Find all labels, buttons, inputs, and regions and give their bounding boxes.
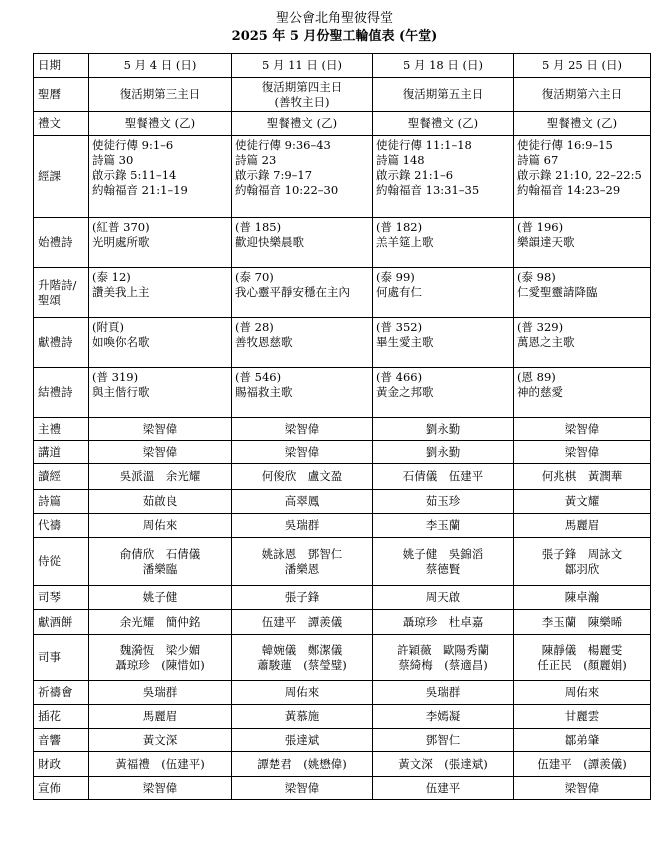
cell-text: 任正民 (顏麗娟) bbox=[537, 657, 627, 672]
roster-cell bbox=[514, 418, 651, 441]
cell-text: 與主偕行歌 bbox=[92, 385, 150, 399]
roster-cell bbox=[514, 441, 651, 464]
cell-text: 善牧恩慈歌 bbox=[235, 335, 293, 349]
cell-text: 歡迎快樂晨歌 bbox=[235, 235, 304, 249]
cell-text: (泰 99) bbox=[376, 270, 415, 284]
row-label: 獻酒餅 bbox=[34, 610, 89, 635]
row-label-part: 聖頌 bbox=[38, 292, 61, 307]
cell-text: 甘麗雲 bbox=[564, 709, 600, 723]
roster-row bbox=[34, 464, 651, 490]
roster-cell bbox=[232, 490, 373, 514]
roster-row bbox=[34, 729, 651, 752]
row-label: 宣佈 bbox=[34, 777, 89, 800]
cell-text: 許穎薇 歐陽秀蘭 bbox=[397, 642, 489, 657]
cell-text: 李嫣凝 bbox=[425, 709, 461, 723]
roster-cell bbox=[514, 218, 651, 268]
cell-text: (善牧主日) bbox=[274, 94, 330, 109]
cell-text: 茹啟良 bbox=[142, 494, 178, 508]
cell-text: 啟示錄 5:11–14 bbox=[92, 168, 177, 182]
cell-text: 約翰福音 10:22–30 bbox=[235, 183, 339, 197]
roster-cell bbox=[89, 441, 232, 464]
cell-text: (泰 70) bbox=[235, 270, 274, 284]
cell-text: 馬麗眉 bbox=[142, 709, 178, 723]
cell-text: 鄒羽欣 bbox=[564, 561, 600, 576]
roster-cell bbox=[232, 218, 373, 268]
roster-cell bbox=[514, 538, 651, 586]
cell-text: 何兆棋 黃潤華 bbox=[541, 469, 623, 483]
roster-cell bbox=[373, 441, 514, 464]
row-label: 詩篇 bbox=[34, 490, 89, 514]
roster-cell bbox=[373, 136, 514, 218]
roster-cell bbox=[373, 752, 514, 777]
cell-text: 我心靈平靜安穩在主內 bbox=[235, 285, 350, 299]
cell-text: 黃慕施 bbox=[284, 709, 320, 723]
roster-cell bbox=[514, 368, 651, 418]
cell-text: 使徒行傳 9:1–6 bbox=[92, 138, 174, 152]
row-label: 司事 bbox=[34, 635, 89, 681]
cell-text: (紅普 370) bbox=[92, 220, 150, 234]
cell-text: (普 352) bbox=[376, 320, 423, 334]
cell-text: 姚子健 吳錦滔 bbox=[402, 546, 484, 561]
roster-cell bbox=[89, 681, 232, 705]
cell-text: 伍建平 譚羨儀 bbox=[261, 614, 343, 629]
cell-text: 使徒行傳 16:9–15 bbox=[517, 138, 613, 152]
row-label: 代禱 bbox=[34, 514, 89, 538]
roster-cell bbox=[373, 78, 514, 112]
roster-cell bbox=[373, 368, 514, 418]
row-label: 講道 bbox=[34, 441, 89, 464]
roster-cell bbox=[89, 136, 232, 218]
row-label: 侍從 bbox=[34, 538, 89, 586]
cell-text: 伍建平 bbox=[425, 780, 461, 795]
cell-text: 約翰福音 13:31–35 bbox=[376, 183, 480, 197]
cell-text: 梁智偉 bbox=[564, 780, 600, 795]
cell-text: 萬恩之主歌 bbox=[517, 335, 575, 349]
cell-text: (普 329) bbox=[517, 320, 564, 334]
roster-row bbox=[34, 318, 651, 368]
cell-text: 蕭駿蓮 (蔡瑩璧) bbox=[257, 657, 347, 672]
cell-text: 詩篇 30 bbox=[92, 153, 134, 167]
roster-cell bbox=[232, 268, 373, 318]
roster-cell bbox=[232, 368, 373, 418]
cell-text: 聖餐禮文 (乙) bbox=[124, 116, 196, 130]
roster-title: 2025 年 5 月份聖工輪值表 (午堂) bbox=[231, 29, 438, 44]
roster-cell bbox=[232, 464, 373, 490]
cell-text: 使徒行傳 11:1–18 bbox=[376, 138, 472, 152]
cell-text: 啟示錄 21:10, 22–22:5 bbox=[517, 168, 642, 182]
cell-text: 鄧智仁 bbox=[425, 732, 461, 747]
roster-row bbox=[34, 681, 651, 705]
cell-text: 高翠鳳 bbox=[284, 494, 320, 508]
roster-cell bbox=[514, 136, 651, 218]
cell-text: 劉永勤 bbox=[425, 421, 461, 436]
roster-row bbox=[34, 368, 651, 418]
roster-cell bbox=[373, 777, 514, 800]
cell-text: 周佑來 bbox=[284, 685, 320, 699]
roster-cell bbox=[373, 586, 514, 610]
cell-text: 茹玉珍 bbox=[425, 494, 461, 508]
roster-row bbox=[34, 218, 651, 268]
cell-text: 周佑來 bbox=[142, 518, 178, 532]
cell-text: (普 182) bbox=[376, 220, 423, 234]
duty-roster-table bbox=[33, 53, 651, 800]
cell-text: 樂韻達天歌 bbox=[517, 235, 575, 249]
roster-cell bbox=[232, 112, 373, 136]
roster-cell bbox=[232, 752, 373, 777]
cell-text: 蔡德賢 bbox=[425, 561, 461, 576]
cell-text: 啟示錄 21:1–6 bbox=[376, 168, 454, 182]
cell-text: 周天啟 bbox=[425, 590, 461, 604]
roster-row bbox=[34, 112, 651, 136]
cell-text: 約翰福音 14:23–29 bbox=[517, 183, 621, 197]
header-row bbox=[34, 54, 651, 78]
roster-row bbox=[34, 538, 651, 586]
roster-cell bbox=[373, 112, 514, 136]
roster-cell bbox=[514, 586, 651, 610]
roster-cell bbox=[232, 681, 373, 705]
cell-text: 梁智偉 bbox=[284, 444, 320, 459]
cell-text: 韓婉儀 鄭潔儀 bbox=[261, 642, 343, 657]
cell-text: (恩 89) bbox=[517, 370, 556, 384]
cell-text: 光明處所歌 bbox=[92, 235, 150, 249]
roster-cell bbox=[89, 705, 232, 729]
cell-text: 鄒弟肇 bbox=[564, 732, 600, 747]
cell-text: 詩篇 23 bbox=[235, 153, 277, 167]
cell-text: 魏漪恆 梁少媚 bbox=[119, 642, 201, 657]
roster-row bbox=[34, 514, 651, 538]
roster-cell bbox=[89, 78, 232, 112]
row-label bbox=[34, 268, 89, 318]
roster-row bbox=[34, 78, 651, 112]
cell-text: 聶琼珍 (陳惜如) bbox=[115, 657, 205, 672]
roster-row bbox=[34, 441, 651, 464]
cell-text: 張子鋒 周詠文 bbox=[541, 546, 623, 561]
cell-text: 梁智偉 bbox=[142, 780, 178, 795]
roster-cell bbox=[89, 218, 232, 268]
date-header: 5 月 4 日 (日) bbox=[89, 54, 232, 78]
cell-text: 梁智偉 bbox=[142, 444, 178, 459]
cell-text: 復活期第五主日 bbox=[402, 87, 484, 101]
cell-text: 復活期第四主日 bbox=[261, 79, 343, 94]
cell-text: 何處有仁 bbox=[376, 285, 422, 299]
roster-cell bbox=[373, 464, 514, 490]
cell-text: 吳瑞群 bbox=[284, 518, 320, 532]
cell-text: 畢生愛主歌 bbox=[376, 335, 434, 349]
cell-text: 黃文深 (張達斌) bbox=[398, 756, 488, 771]
roster-cell bbox=[514, 705, 651, 729]
cell-text: 黃金之邦歌 bbox=[376, 385, 434, 399]
roster-cell bbox=[89, 514, 232, 538]
roster-cell bbox=[232, 318, 373, 368]
cell-text: 李玉蘭 陳樂晞 bbox=[541, 614, 623, 629]
roster-cell bbox=[232, 538, 373, 586]
cell-text: 蔡綺梅 (蔡適昌) bbox=[398, 657, 488, 672]
cell-text: 潘樂恩 bbox=[284, 561, 320, 576]
roster-cell bbox=[89, 418, 232, 441]
cell-text: 吳派溫 余光耀 bbox=[119, 469, 201, 483]
roster-cell bbox=[514, 490, 651, 514]
roster-cell bbox=[232, 729, 373, 752]
cell-text: 周佑來 bbox=[564, 685, 600, 699]
cell-text: 復活期第六主日 bbox=[541, 87, 623, 101]
row-label: 財政 bbox=[34, 752, 89, 777]
date-header: 5 月 18 日 (日) bbox=[373, 54, 514, 78]
cell-text: 羔羊筵上歌 bbox=[376, 235, 434, 249]
roster-row bbox=[34, 490, 651, 514]
roster-cell bbox=[89, 777, 232, 800]
cell-text: (附頁) bbox=[92, 320, 124, 334]
roster-cell bbox=[514, 112, 651, 136]
roster-cell bbox=[373, 418, 514, 441]
row-label: 司琴 bbox=[34, 586, 89, 610]
roster-cell bbox=[514, 268, 651, 318]
cell-text: 姚子健 bbox=[142, 590, 178, 604]
roster-cell bbox=[514, 610, 651, 635]
roster-row bbox=[34, 136, 651, 218]
date-header: 5 月 11 日 (日) bbox=[232, 54, 373, 78]
roster-cell bbox=[89, 490, 232, 514]
roster-cell bbox=[514, 777, 651, 800]
roster-cell bbox=[89, 610, 232, 635]
roster-cell bbox=[373, 681, 514, 705]
roster-cell bbox=[232, 777, 373, 800]
roster-cell bbox=[232, 514, 373, 538]
roster-body bbox=[34, 54, 651, 800]
roster-row bbox=[34, 586, 651, 610]
cell-text: 劉永勤 bbox=[425, 444, 461, 459]
roster-cell bbox=[373, 318, 514, 368]
cell-text: 黃文耀 bbox=[564, 494, 600, 508]
cell-text: 陳卓瀚 bbox=[564, 590, 600, 604]
roster-cell bbox=[373, 490, 514, 514]
roster-cell bbox=[373, 610, 514, 635]
cell-text: (普 546) bbox=[235, 370, 282, 384]
roster-cell bbox=[89, 112, 232, 136]
roster-cell bbox=[373, 538, 514, 586]
cell-text: 梁智偉 bbox=[142, 421, 178, 436]
cell-text: 復活期第三主日 bbox=[119, 87, 201, 101]
cell-text: 吳瑞群 bbox=[425, 685, 461, 699]
roster-cell bbox=[232, 441, 373, 464]
cell-text: (普 28) bbox=[235, 320, 274, 334]
row-label-part: 升階詩/ bbox=[38, 277, 77, 292]
header-label: 日期 bbox=[34, 54, 89, 78]
roster-cell bbox=[89, 464, 232, 490]
cell-text: 約翰福音 21:1–19 bbox=[92, 183, 188, 197]
roster-cell bbox=[232, 635, 373, 681]
cell-text: 潘樂臨 bbox=[142, 561, 178, 576]
roster-cell bbox=[373, 268, 514, 318]
cell-text: 詩篇 148 bbox=[376, 153, 425, 167]
roster-cell bbox=[514, 464, 651, 490]
roster-cell bbox=[373, 635, 514, 681]
cell-text: 神的慈愛 bbox=[517, 385, 563, 399]
cell-text: 黃文深 bbox=[142, 732, 178, 747]
cell-text: 梁智偉 bbox=[284, 421, 320, 436]
roster-cell bbox=[232, 418, 373, 441]
cell-text: 啟示錄 7:9–17 bbox=[235, 168, 313, 182]
cell-text: 梁智偉 bbox=[564, 444, 600, 459]
roster-cell bbox=[89, 368, 232, 418]
roster-cell bbox=[89, 635, 232, 681]
cell-text: 賜福救主歌 bbox=[235, 385, 293, 399]
roster-row bbox=[34, 635, 651, 681]
church-name: 聖公會北角聖彼得堂 bbox=[275, 11, 393, 26]
cell-text: (普 185) bbox=[235, 220, 282, 234]
cell-text: 聶琼珍 杜卓嘉 bbox=[402, 614, 484, 629]
roster-cell bbox=[89, 729, 232, 752]
cell-text: (普 319) bbox=[92, 370, 139, 384]
roster-cell bbox=[514, 78, 651, 112]
cell-text: 梁智偉 bbox=[564, 421, 600, 436]
cell-text: 陳靜儀 楊麗雯 bbox=[541, 642, 623, 657]
cell-text: 姚詠恩 鄧智仁 bbox=[261, 546, 343, 561]
cell-text: 石倩儀 伍建平 bbox=[402, 469, 484, 483]
cell-text: 梁智偉 bbox=[284, 780, 320, 795]
roster-cell bbox=[89, 318, 232, 368]
roster-cell bbox=[514, 514, 651, 538]
cell-text: 馬麗眉 bbox=[564, 518, 600, 532]
cell-text: (普 196) bbox=[517, 220, 564, 234]
cell-text: 使徒行傳 9:36–43 bbox=[235, 138, 331, 152]
cell-text: (泰 12) bbox=[92, 270, 131, 284]
row-label: 讀經 bbox=[34, 464, 89, 490]
roster-row bbox=[34, 752, 651, 777]
roster-cell bbox=[232, 705, 373, 729]
cell-text: 聖餐禮文 (乙) bbox=[407, 116, 479, 130]
cell-text: 譚楚君 (姚懋偉) bbox=[257, 756, 347, 771]
cell-text: 張達斌 bbox=[284, 732, 320, 747]
roster-cell bbox=[514, 635, 651, 681]
cell-text: 詩篇 67 bbox=[517, 153, 559, 167]
roster-cell bbox=[89, 586, 232, 610]
cell-text: (普 466) bbox=[376, 370, 423, 384]
roster-cell bbox=[514, 681, 651, 705]
cell-text: 俞倩欣 石倩儀 bbox=[119, 546, 201, 561]
cell-text: (泰 98) bbox=[517, 270, 556, 284]
roster-cell bbox=[89, 752, 232, 777]
roster-row bbox=[34, 610, 651, 635]
roster-cell bbox=[89, 268, 232, 318]
cell-text: 如喚你名歌 bbox=[92, 335, 150, 349]
row-label: 禮文 bbox=[34, 112, 89, 136]
roster-row bbox=[34, 777, 651, 800]
roster-cell bbox=[373, 514, 514, 538]
cell-text: 吳瑞群 bbox=[142, 685, 178, 699]
cell-text: 何俊欣 盧文盈 bbox=[261, 469, 343, 483]
roster-cell bbox=[89, 538, 232, 586]
row-label: 經課 bbox=[34, 136, 89, 218]
cell-text: 伍建平 (譚羨儀) bbox=[537, 756, 627, 771]
roster-cell bbox=[232, 136, 373, 218]
row-label: 音響 bbox=[34, 729, 89, 752]
row-label: 結禮詩 bbox=[34, 368, 89, 418]
cell-text: 余光耀 簡仲銘 bbox=[119, 614, 201, 629]
roster-cell bbox=[514, 318, 651, 368]
roster-cell bbox=[373, 218, 514, 268]
cell-text: 聖餐禮文 (乙) bbox=[266, 116, 338, 130]
row-label: 始禮詩 bbox=[34, 218, 89, 268]
roster-row bbox=[34, 418, 651, 441]
date-header: 5 月 25 日 (日) bbox=[514, 54, 651, 78]
roster-row bbox=[34, 268, 651, 318]
cell-text: 仁愛聖靈請降臨 bbox=[517, 285, 598, 299]
cell-text: 讚美我上主 bbox=[92, 285, 150, 299]
row-label: 聖曆 bbox=[34, 78, 89, 112]
roster-cell bbox=[373, 705, 514, 729]
roster-cell bbox=[514, 729, 651, 752]
roster-cell bbox=[232, 586, 373, 610]
roster-cell bbox=[514, 752, 651, 777]
cell-text: 李玉蘭 bbox=[425, 518, 461, 532]
cell-text: 張子鋒 bbox=[284, 590, 320, 604]
roster-cell bbox=[232, 610, 373, 635]
row-label: 祈禱會 bbox=[34, 681, 89, 705]
row-label: 獻禮詩 bbox=[34, 318, 89, 368]
row-label: 插花 bbox=[34, 705, 89, 729]
cell-text: 黃福禮 (伍建平) bbox=[115, 756, 205, 771]
cell-text: 聖餐禮文 (乙) bbox=[546, 116, 618, 130]
roster-row bbox=[34, 705, 651, 729]
row-label: 主禮 bbox=[34, 418, 89, 441]
roster-cell bbox=[232, 78, 373, 112]
roster-cell bbox=[373, 729, 514, 752]
